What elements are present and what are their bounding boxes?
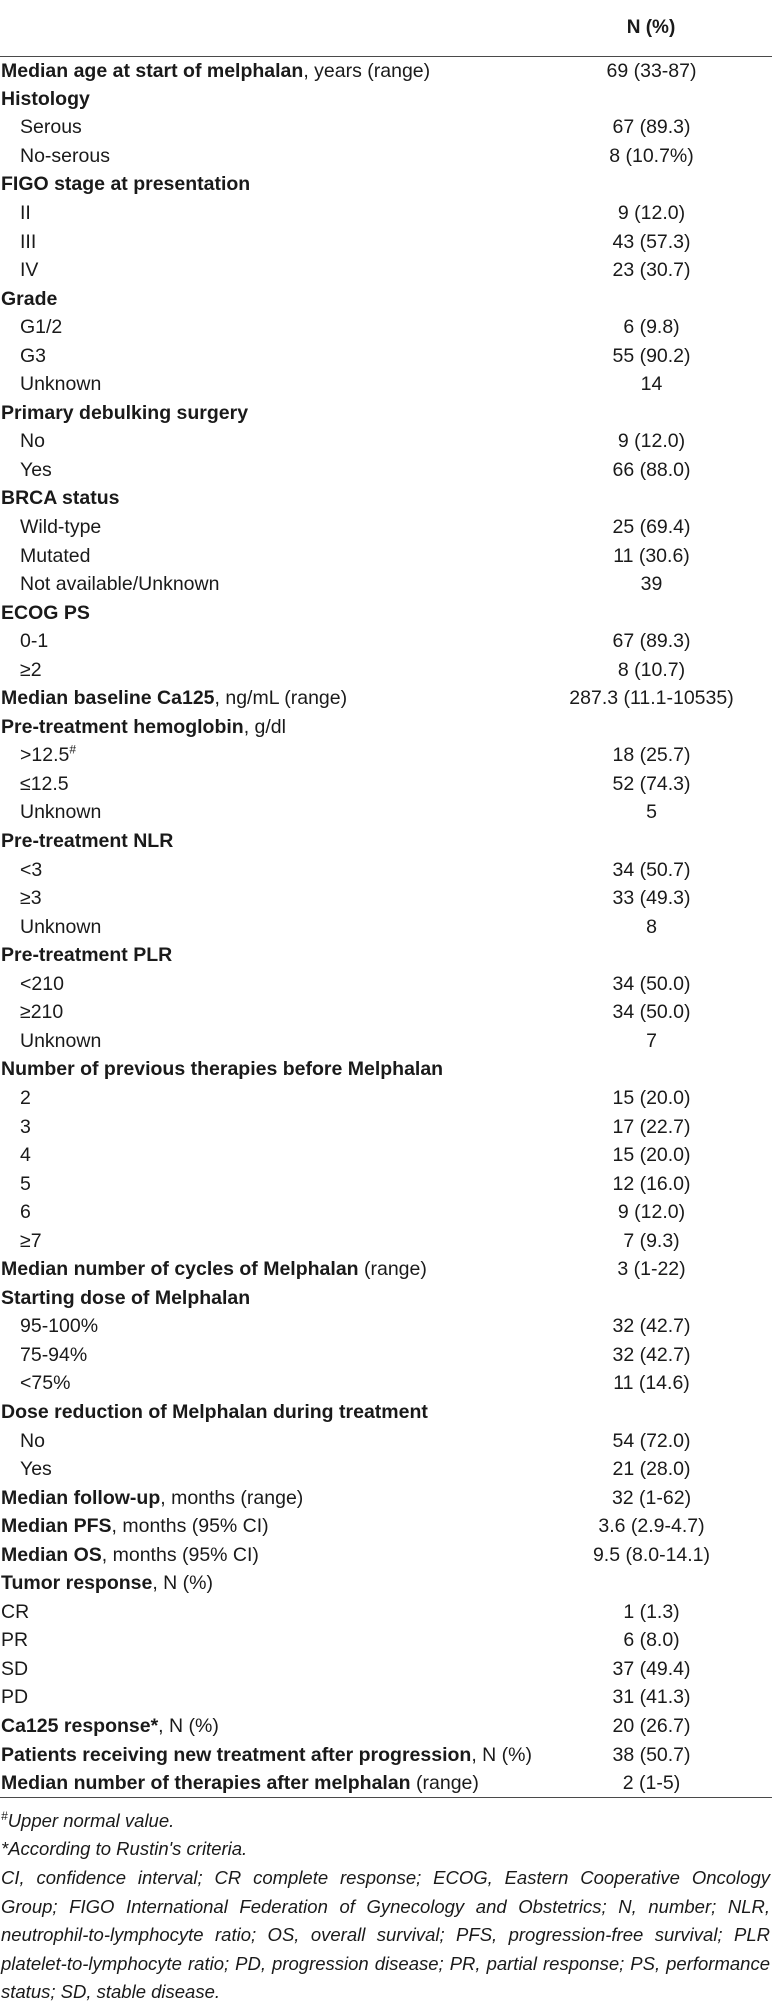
row-value-cell: 55 (90.2) <box>612 344 691 367</box>
row-label-text: SD <box>1 1657 29 1680</box>
row-label-bold: Median number of therapies after melphalan <box>1 1771 411 1794</box>
row-label-cell <box>0 1683 525 1712</box>
row-label-bold: Pre-treatment hemoglobin <box>1 715 244 738</box>
row-value-cell: 15 (20.0) <box>612 1086 691 1109</box>
table-row <box>0 85 772 114</box>
row-label-cell <box>0 970 525 999</box>
row-value-cell <box>525 170 772 199</box>
row-label-text: Mutated <box>20 544 91 567</box>
table-row <box>0 399 772 428</box>
row-value-cell: 25 (69.4) <box>612 516 691 539</box>
row-label-bold: Starting dose of Melphalan <box>1 1286 251 1309</box>
row-label-text: G1/2 <box>20 316 63 339</box>
table-row <box>0 1055 772 1084</box>
row-label-cell <box>0 1112 525 1141</box>
table-row <box>0 1426 772 1455</box>
row-value-cell: 15 (20.0) <box>612 1144 691 1167</box>
row-label-text: ≥210 <box>20 1001 64 1024</box>
table-row <box>0 770 772 799</box>
row-value-cell <box>525 399 772 428</box>
row-label-bold: FIGO stage at presentation <box>1 173 251 196</box>
row-label-cell <box>0 484 525 513</box>
row-label-text: (range) <box>410 1771 479 1794</box>
row-label-text: G3 <box>20 344 47 367</box>
row-value-cell: 1 (1.3) <box>623 1600 680 1623</box>
row-label-text: , N (%) <box>152 1572 214 1595</box>
table-row <box>0 827 772 856</box>
row-label-cell <box>0 313 525 342</box>
row-label-text: 3 <box>20 1115 31 1138</box>
table-row <box>0 1198 772 1227</box>
row-label-text: , N (%) <box>158 1714 219 1737</box>
footnote-hash <box>1 1807 770 1836</box>
table-row <box>0 1483 772 1512</box>
row-label-text: Wild-type <box>20 516 102 539</box>
row-label-text: , years (range) <box>303 59 431 82</box>
row-label-text: Unknown <box>20 1029 102 1052</box>
table-row <box>0 941 772 970</box>
table-row <box>0 655 772 684</box>
row-label-text: 95-100% <box>20 1315 99 1338</box>
table-row <box>0 1455 772 1484</box>
row-label-bold: Dose reduction of Melphalan during treatment <box>1 1400 428 1423</box>
table-row <box>0 1712 772 1741</box>
table-row <box>0 713 772 742</box>
row-label-cell <box>0 1598 525 1627</box>
row-label-text: 0-1 <box>20 630 49 653</box>
row-label-cell <box>0 1740 532 1769</box>
row-label-text: II <box>20 202 31 224</box>
row-label-cell <box>0 56 525 85</box>
row-label-bold: Patients receiving new treatment after progression <box>1 1743 472 1766</box>
table-row <box>0 912 772 941</box>
row-label-text: Not available/Unknown <box>20 573 220 596</box>
row-label-cell <box>0 85 525 114</box>
row-label-text: 2 <box>20 1086 31 1109</box>
row-label-cell <box>0 513 525 542</box>
row-label-cell <box>0 142 525 171</box>
row-label-cell <box>0 1027 525 1056</box>
row-value-cell: 38 (50.7) <box>612 1743 691 1766</box>
table-body <box>0 56 772 1797</box>
row-label-text: Unknown <box>20 801 102 824</box>
row-label-cell <box>0 912 525 941</box>
row-value-cell <box>525 284 772 313</box>
row-label-cell <box>0 655 525 684</box>
row-value-cell: 69 (33-87) <box>606 59 697 82</box>
row-label-cell <box>0 1169 525 1198</box>
row-label-cell <box>0 1626 525 1655</box>
row-label-text: 4 <box>20 1144 31 1167</box>
row-label-cell <box>0 541 525 570</box>
row-label-cell <box>0 627 525 656</box>
table-row <box>0 1598 772 1627</box>
row-value-cell: 11 (30.6) <box>613 544 690 567</box>
table-row <box>0 370 772 399</box>
table-row <box>0 541 772 570</box>
row-label-cell <box>0 598 525 627</box>
row-label-cell <box>0 770 525 799</box>
table-row <box>0 1540 772 1569</box>
row-value-cell: 7 <box>646 1029 657 1052</box>
row-label-cell <box>0 570 525 599</box>
header-row <box>0 0 772 56</box>
table-row <box>0 199 772 228</box>
row-label-cell <box>0 1455 525 1484</box>
table-row <box>0 56 772 85</box>
row-label-bold: Median OS <box>1 1543 102 1566</box>
row-value-cell: 39 <box>640 573 663 596</box>
row-value-cell: 32 (42.7) <box>612 1315 691 1338</box>
table-row <box>0 1683 772 1712</box>
row-label-text: PR <box>1 1629 29 1652</box>
row-label-cell <box>0 798 525 827</box>
table-row <box>0 1169 772 1198</box>
row-value-cell <box>525 941 772 970</box>
table-row <box>0 256 772 285</box>
table-row <box>0 1569 772 1598</box>
row-label-cell <box>0 399 525 428</box>
table-row <box>0 1084 772 1113</box>
row-label-text: , N (%) <box>471 1743 532 1766</box>
row-label-cell <box>0 227 525 256</box>
row-label-text: ≥2 <box>20 658 42 681</box>
table-row <box>0 1027 772 1056</box>
row-label-cell <box>0 684 525 713</box>
row-label-text: III <box>20 230 37 253</box>
table-row <box>0 1398 772 1427</box>
row-value-cell: 9 (12.0) <box>617 202 686 224</box>
row-value-cell: 33 (49.3) <box>612 887 691 910</box>
row-label-text: No <box>20 430 45 453</box>
footnote-star: *According to Rustin's criteria. <box>1 1838 248 1860</box>
row-label-cell <box>0 1198 525 1227</box>
row-label-cell <box>0 1341 525 1370</box>
table-row <box>0 1655 772 1684</box>
table-row <box>0 484 772 513</box>
table-row <box>0 855 772 884</box>
table-row <box>0 1112 772 1141</box>
row-label-cell <box>0 1141 525 1170</box>
table-row <box>0 1740 772 1769</box>
table-row <box>0 427 772 456</box>
row-label-text: PD <box>1 1686 29 1709</box>
row-value-cell: 8 <box>646 915 657 938</box>
row-label-text: (range) <box>358 1258 427 1281</box>
row-label-cell <box>0 1540 525 1569</box>
row-label-cell <box>0 1769 525 1798</box>
row-label-bold: Pre-treatment PLR <box>1 944 173 967</box>
row-label-bold: Median age at start of melphalan <box>1 59 304 82</box>
row-value-cell: 23 (30.7) <box>612 259 691 282</box>
row-value-cell <box>525 85 772 114</box>
table-row <box>0 627 772 656</box>
table-row <box>0 1769 772 1798</box>
row-label-text: 6 <box>20 1201 31 1224</box>
row-label-text: 75-94% <box>20 1343 88 1366</box>
table-row <box>0 1141 772 1170</box>
row-label-cell <box>0 199 525 228</box>
row-label-cell <box>0 427 525 456</box>
row-label-text: , months (range) <box>160 1486 304 1509</box>
row-value-cell: 34 (50.0) <box>612 1001 691 1024</box>
row-value-cell <box>525 1055 772 1084</box>
row-label-cell <box>0 1569 525 1598</box>
row-value-cell: 31 (41.3) <box>612 1686 691 1709</box>
row-value-cell <box>525 598 772 627</box>
row-value-cell: 14 <box>640 373 663 396</box>
row-label-text: No <box>20 1429 45 1452</box>
table-row <box>0 741 772 770</box>
row-label-text: ≥3 <box>20 887 42 910</box>
row-value-cell <box>525 713 772 742</box>
row-value-cell: 8 (10.7) <box>617 658 686 681</box>
row-label-cell <box>0 370 525 399</box>
row-label-cell <box>0 256 525 285</box>
row-label-bold: Median number of cycles of Melphalan <box>1 1258 359 1281</box>
row-value-cell: 20 (26.7) <box>612 1714 691 1737</box>
row-label-bold: Grade <box>1 287 58 310</box>
row-value-cell <box>525 1398 772 1427</box>
row-label-cell <box>0 1398 525 1427</box>
row-label-cell <box>0 1369 525 1398</box>
row-label-bold: BRCA status <box>1 487 120 510</box>
row-label-text: CR <box>1 1600 30 1623</box>
row-value-cell: 9 (12.0) <box>617 1201 686 1224</box>
row-label-text: , g/dl <box>243 715 286 738</box>
row-value-cell <box>525 1284 772 1313</box>
table-row <box>0 284 772 313</box>
table-row <box>0 798 772 827</box>
row-label-text: , months (95% CI) <box>101 1543 259 1566</box>
row-value-cell: 7 (9.3) <box>623 1229 680 1252</box>
table-row <box>0 884 772 913</box>
row-label-cell <box>0 1426 525 1455</box>
table-row <box>0 170 772 199</box>
row-value-cell: 5 <box>646 801 657 824</box>
row-value-cell: 32 (42.7) <box>612 1343 691 1366</box>
header-label-cell <box>0 0 525 56</box>
row-label-cell <box>0 884 525 913</box>
table-row <box>0 456 772 485</box>
table-row <box>0 684 772 713</box>
table-footnotes <box>0 1807 772 2007</box>
row-label-cell <box>0 1312 525 1341</box>
table-row <box>0 1255 772 1284</box>
row-label-text: <3 <box>20 858 43 881</box>
table-row <box>0 1312 772 1341</box>
row-label-text: , ng/mL (range) <box>214 687 348 710</box>
row-label-cell <box>0 1084 525 1113</box>
row-label-cell <box>0 1483 525 1512</box>
table-row <box>0 313 772 342</box>
table-row <box>0 1512 772 1541</box>
row-value-cell: 287.3 (11.1-10535) <box>569 687 734 710</box>
row-label-cell <box>0 170 525 199</box>
row-value-cell <box>525 484 772 513</box>
row-label-bold: Tumor response <box>1 1572 153 1595</box>
row-label-cell <box>0 1255 525 1284</box>
row-label-bold: Number of previous therapies before Melphalan <box>1 1058 444 1081</box>
table-row <box>0 1226 772 1255</box>
row-label-text: Unknown <box>20 373 102 396</box>
table-row <box>0 513 772 542</box>
row-label-cell <box>0 1226 525 1255</box>
row-value-cell: 6 (9.8) <box>623 316 680 339</box>
row-value-cell: 34 (50.7) <box>612 858 691 881</box>
row-label-text: , months (95% CI) <box>111 1515 269 1538</box>
row-value-cell: 12 (16.0) <box>612 1172 691 1195</box>
table-row <box>0 113 772 142</box>
table-header <box>0 0 772 56</box>
row-label-text: Yes <box>20 1458 52 1481</box>
row-label-text: ≤12.5 <box>20 772 69 795</box>
row-label-bold: Primary debulking surgery <box>1 401 249 424</box>
row-value-cell: 43 (57.3) <box>612 230 691 253</box>
row-label-cell <box>0 713 525 742</box>
row-label-superscript: # <box>69 742 77 757</box>
row-label-cell <box>0 741 525 770</box>
table-row <box>0 341 772 370</box>
row-value-cell: 67 (89.3) <box>612 116 691 139</box>
row-label-text: Unknown <box>20 915 102 938</box>
table-row <box>0 1341 772 1370</box>
row-value-cell: 9 (12.0) <box>617 430 686 453</box>
row-value-cell: 9.5 (8.0-14.1) <box>592 1543 711 1566</box>
footnote-hash-text: Upper normal value. <box>7 1809 175 1831</box>
header-value-cell: N (%) <box>525 0 772 56</box>
row-label-bold: Histology <box>1 87 90 110</box>
table-row <box>0 227 772 256</box>
row-value-cell: 8 (10.7%) <box>609 144 694 167</box>
row-value-cell: 34 (50.0) <box>612 972 691 995</box>
row-label-text: No-serous <box>20 144 110 167</box>
row-value-cell: 21 (28.0) <box>612 1458 691 1481</box>
row-value-cell: 37 (49.4) <box>612 1657 691 1680</box>
row-label-bold: ECOG PS <box>1 601 90 624</box>
row-label-cell <box>0 1284 525 1313</box>
table-row <box>0 1284 772 1313</box>
row-label-text: >12.5 <box>20 744 70 767</box>
row-label-cell <box>0 1055 525 1084</box>
row-label-bold: Pre-treatment NLR <box>1 830 174 853</box>
footnote-hash-mark: # <box>1 1808 8 1823</box>
row-label-cell <box>0 284 525 313</box>
table-row <box>0 570 772 599</box>
table-row <box>0 598 772 627</box>
row-value-cell: 54 (72.0) <box>612 1429 691 1452</box>
row-label-cell <box>0 855 525 884</box>
row-label-cell <box>0 998 525 1027</box>
table-row <box>0 142 772 171</box>
row-value-cell: 17 (22.7) <box>612 1115 691 1138</box>
row-value-cell: 66 (88.0) <box>612 458 691 481</box>
row-value-cell: 6 (8.0) <box>623 1629 680 1652</box>
row-value-cell: 32 (1-62) <box>611 1486 692 1509</box>
table-row <box>0 1626 772 1655</box>
row-label-bold: Ca125 response* <box>1 1714 159 1737</box>
row-label-text: 5 <box>20 1172 31 1195</box>
footnote-abbreviations: CI, confidence interval; CR complete response; ECOG, Eastern Cooperative Oncology Group; FIGO International Federation of Gynecology and Obstetrics; N, number; NLR, neutrophil-to-lymphocyte ratio; OS, overall survival; PFS, progression-free survival; PLR platelet-to-lymphocyte ratio; PD, progression disease; PR, partial response; PS, performance status; SD, stable disease. <box>1 1867 770 2003</box>
table-row <box>0 970 772 999</box>
row-label-text: ≥7 <box>20 1229 42 1252</box>
row-value-cell: 2 (1-5) <box>525 1769 772 1798</box>
row-label-cell <box>0 1712 525 1741</box>
row-label-cell <box>0 113 525 142</box>
row-value-cell <box>525 1569 772 1598</box>
row-label-cell <box>0 456 525 485</box>
row-label-text: <75% <box>20 1372 71 1395</box>
row-label-cell <box>0 827 525 856</box>
table-row <box>0 998 772 1027</box>
row-label-cell <box>0 1512 525 1541</box>
row-label-bold: Median PFS <box>1 1515 112 1538</box>
row-label-bold: Median baseline Ca125 <box>1 687 215 710</box>
row-label-cell <box>0 941 525 970</box>
table-row <box>0 1369 772 1398</box>
row-label-text: Yes <box>20 458 52 481</box>
row-value-cell <box>525 827 772 856</box>
row-value-cell: 52 (74.3) <box>612 772 691 795</box>
row-value-cell: 3.6 (2.9-4.7) <box>598 1515 705 1538</box>
row-label-bold: Median follow-up <box>1 1486 161 1509</box>
row-label-cell <box>0 341 525 370</box>
row-label-text: Serous <box>20 116 82 139</box>
row-value-cell: 3 (1-22) <box>617 1258 686 1281</box>
row-label-cell <box>0 1655 525 1684</box>
row-label-text: <210 <box>20 972 64 995</box>
row-label-text: IV <box>20 259 39 282</box>
row-value-cell: 67 (89.3) <box>612 630 691 653</box>
row-value-cell: 18 (25.7) <box>612 744 691 767</box>
row-value-cell: 11 (14.6) <box>613 1372 690 1395</box>
